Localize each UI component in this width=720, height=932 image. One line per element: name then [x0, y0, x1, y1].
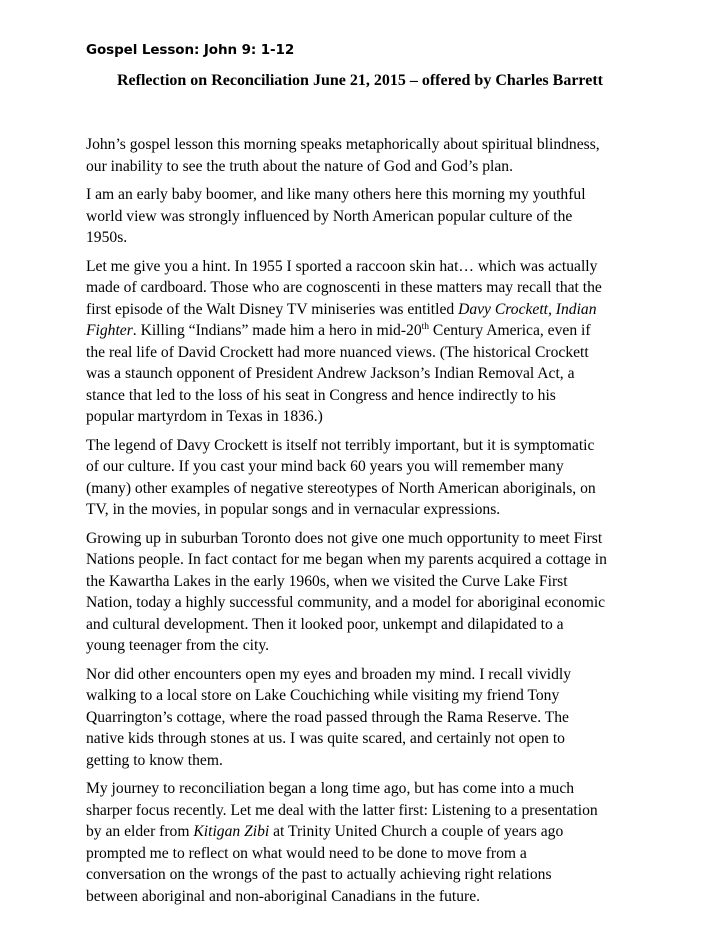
- text-line: [86, 478, 642, 500]
- body-paragraph: [86, 778, 642, 907]
- text-segment: world view was strongly influenced by North American popular culture of the: [86, 207, 573, 225]
- text-line: [86, 864, 642, 886]
- text-line: [86, 778, 642, 800]
- text-line: [86, 614, 642, 636]
- text-line: [86, 184, 642, 206]
- body-paragraph: [86, 184, 642, 249]
- reflection-body: [86, 134, 642, 914]
- body-paragraph: [86, 134, 642, 177]
- text-line: [86, 571, 642, 593]
- text-segment: I am an early baby boomer, and like many others here this morning my youthful: [86, 186, 586, 203]
- text-segment: first episode of the Walt Disney TV miniseries was entitled: [86, 300, 459, 318]
- text-segment: sharper focus recently. Let me deal with the latter first: Listening to a presentation: [86, 801, 598, 819]
- text-line: [86, 206, 642, 228]
- text-line: [86, 134, 642, 156]
- body-paragraph: [86, 664, 642, 772]
- gospel-lesson-heading: Gospel Lesson: John 9: 1-12: [86, 42, 295, 58]
- text-segment: the real life of David Crockett had more nuanced views. (The historical Crockett: [86, 343, 589, 361]
- text-line: [86, 342, 642, 364]
- text-segment: Quarrington’s cottage, where the road passed through the Rama Reserve. The: [86, 708, 569, 726]
- body-paragraph: [86, 435, 642, 521]
- text-segment: (many) other examples of negative stereotypes of North American aboriginals, on: [86, 479, 596, 497]
- reflection-title: Reflection on Reconciliation June 21, 2015 – offered by Charles Barrett: [116, 72, 603, 89]
- text-segment: conversation on the wrongs of the past to actually achieving right relations: [86, 866, 552, 883]
- text-line: [86, 299, 642, 321]
- text-segment: TV, in the movies, in popular songs and in vernacular expressions.: [86, 501, 501, 518]
- text-segment: between aboriginal and non-aboriginal Canadians in the future.: [86, 887, 481, 905]
- text-segment: young teenager from the city.: [86, 637, 270, 654]
- text-segment: Nor did other encounters open my eyes and broaden my mind. I recall vividly: [86, 665, 572, 683]
- text-segment: Growing up in suburban Toronto does not give one much opportunity to meet First: [86, 529, 603, 547]
- text-line: [86, 635, 642, 657]
- text-line: [86, 750, 642, 772]
- text-line: [86, 886, 642, 908]
- text-segment: Nations people. In fact contact for me began when my parents acquired a cottage in: [86, 551, 607, 568]
- text-segment: and cultural development. Then it looked poor, unkempt and dilapidated to a: [86, 615, 564, 633]
- text-line: [86, 843, 642, 865]
- text-line: [86, 435, 642, 457]
- text-segment: our inability to see the truth about the nature of God and God’s plan.: [86, 157, 514, 175]
- superscript-text: th: [421, 322, 430, 332]
- text-segment: My journey to reconciliation began a long time ago, but has come into a much: [86, 780, 575, 797]
- text-segment: getting to know them.: [86, 751, 223, 769]
- text-segment: Nation, today a highly successful community, and a model for aboriginal economic: [86, 594, 606, 611]
- text-segment: Let me give you a hint. In 1955 I sported a raccoon skin hat… which was actually: [86, 257, 598, 275]
- text-line: [86, 685, 642, 707]
- text-line: [86, 406, 642, 428]
- text-segment: made of cardboard. Those who are cognoscenti in these matters may recall that the: [86, 279, 602, 296]
- text-segment: John’s gospel lesson this morning speaks metaphorically about spiritual blindness,: [86, 136, 600, 153]
- text-segment: native kids through stones at us. I was quite scared, and certainly not open to: [86, 730, 565, 747]
- text-segment: 1950s.: [86, 229, 128, 246]
- text-line: [86, 385, 642, 407]
- text-segment: of our culture. If you cast your mind back 60 years you will remember many: [86, 458, 564, 475]
- text-segment: at Trinity United Church a couple of years ago: [269, 823, 564, 840]
- text-line: [86, 456, 642, 478]
- text-line: [86, 549, 642, 571]
- text-segment: Century America, even if: [429, 322, 591, 339]
- text-line: [86, 528, 642, 550]
- text-line: [86, 707, 642, 729]
- body-paragraph: [86, 528, 642, 657]
- text-line: [86, 277, 642, 299]
- text-line: [86, 664, 642, 686]
- text-segment: popular martyrdom in Texas in 1836.): [86, 408, 323, 425]
- text-segment: . Killing “Indians” made him a hero in mid-20: [132, 322, 422, 339]
- text-segment: prompted me to reflect on what would need to be done to move from a: [86, 844, 527, 862]
- italic-text: Kitigan Zibi: [193, 823, 270, 840]
- text-line: [86, 592, 642, 614]
- text-line: [86, 256, 642, 278]
- text-line: [86, 499, 642, 521]
- text-line: [86, 227, 642, 249]
- italic-text: Fighter: [86, 322, 133, 339]
- text-segment: walking to a local store on Lake Couchiching while visiting my friend Tony: [86, 687, 560, 704]
- text-segment: The legend of Davy Crockett is itself not terribly important, but it is symptomatic: [86, 436, 595, 454]
- body-paragraph: [86, 256, 642, 428]
- text-line: [86, 156, 642, 178]
- text-segment: was a staunch opponent of President Andrew Jackson’s Indian Removal Act, a: [86, 365, 575, 382]
- text-segment: stance that led to the loss of his seat in Congress and hence indirectly to his: [86, 386, 556, 404]
- text-line: [86, 320, 642, 342]
- text-line: [86, 728, 642, 750]
- text-line: [86, 363, 642, 385]
- italic-text: Davy Crockett, Indian: [458, 300, 597, 318]
- text-line: [86, 800, 642, 822]
- text-line: [86, 821, 642, 843]
- text-segment: by an elder from: [86, 823, 194, 840]
- text-segment: the Kawartha Lakes in the early 1960s, when we visited the Curve Lake First: [86, 572, 568, 590]
